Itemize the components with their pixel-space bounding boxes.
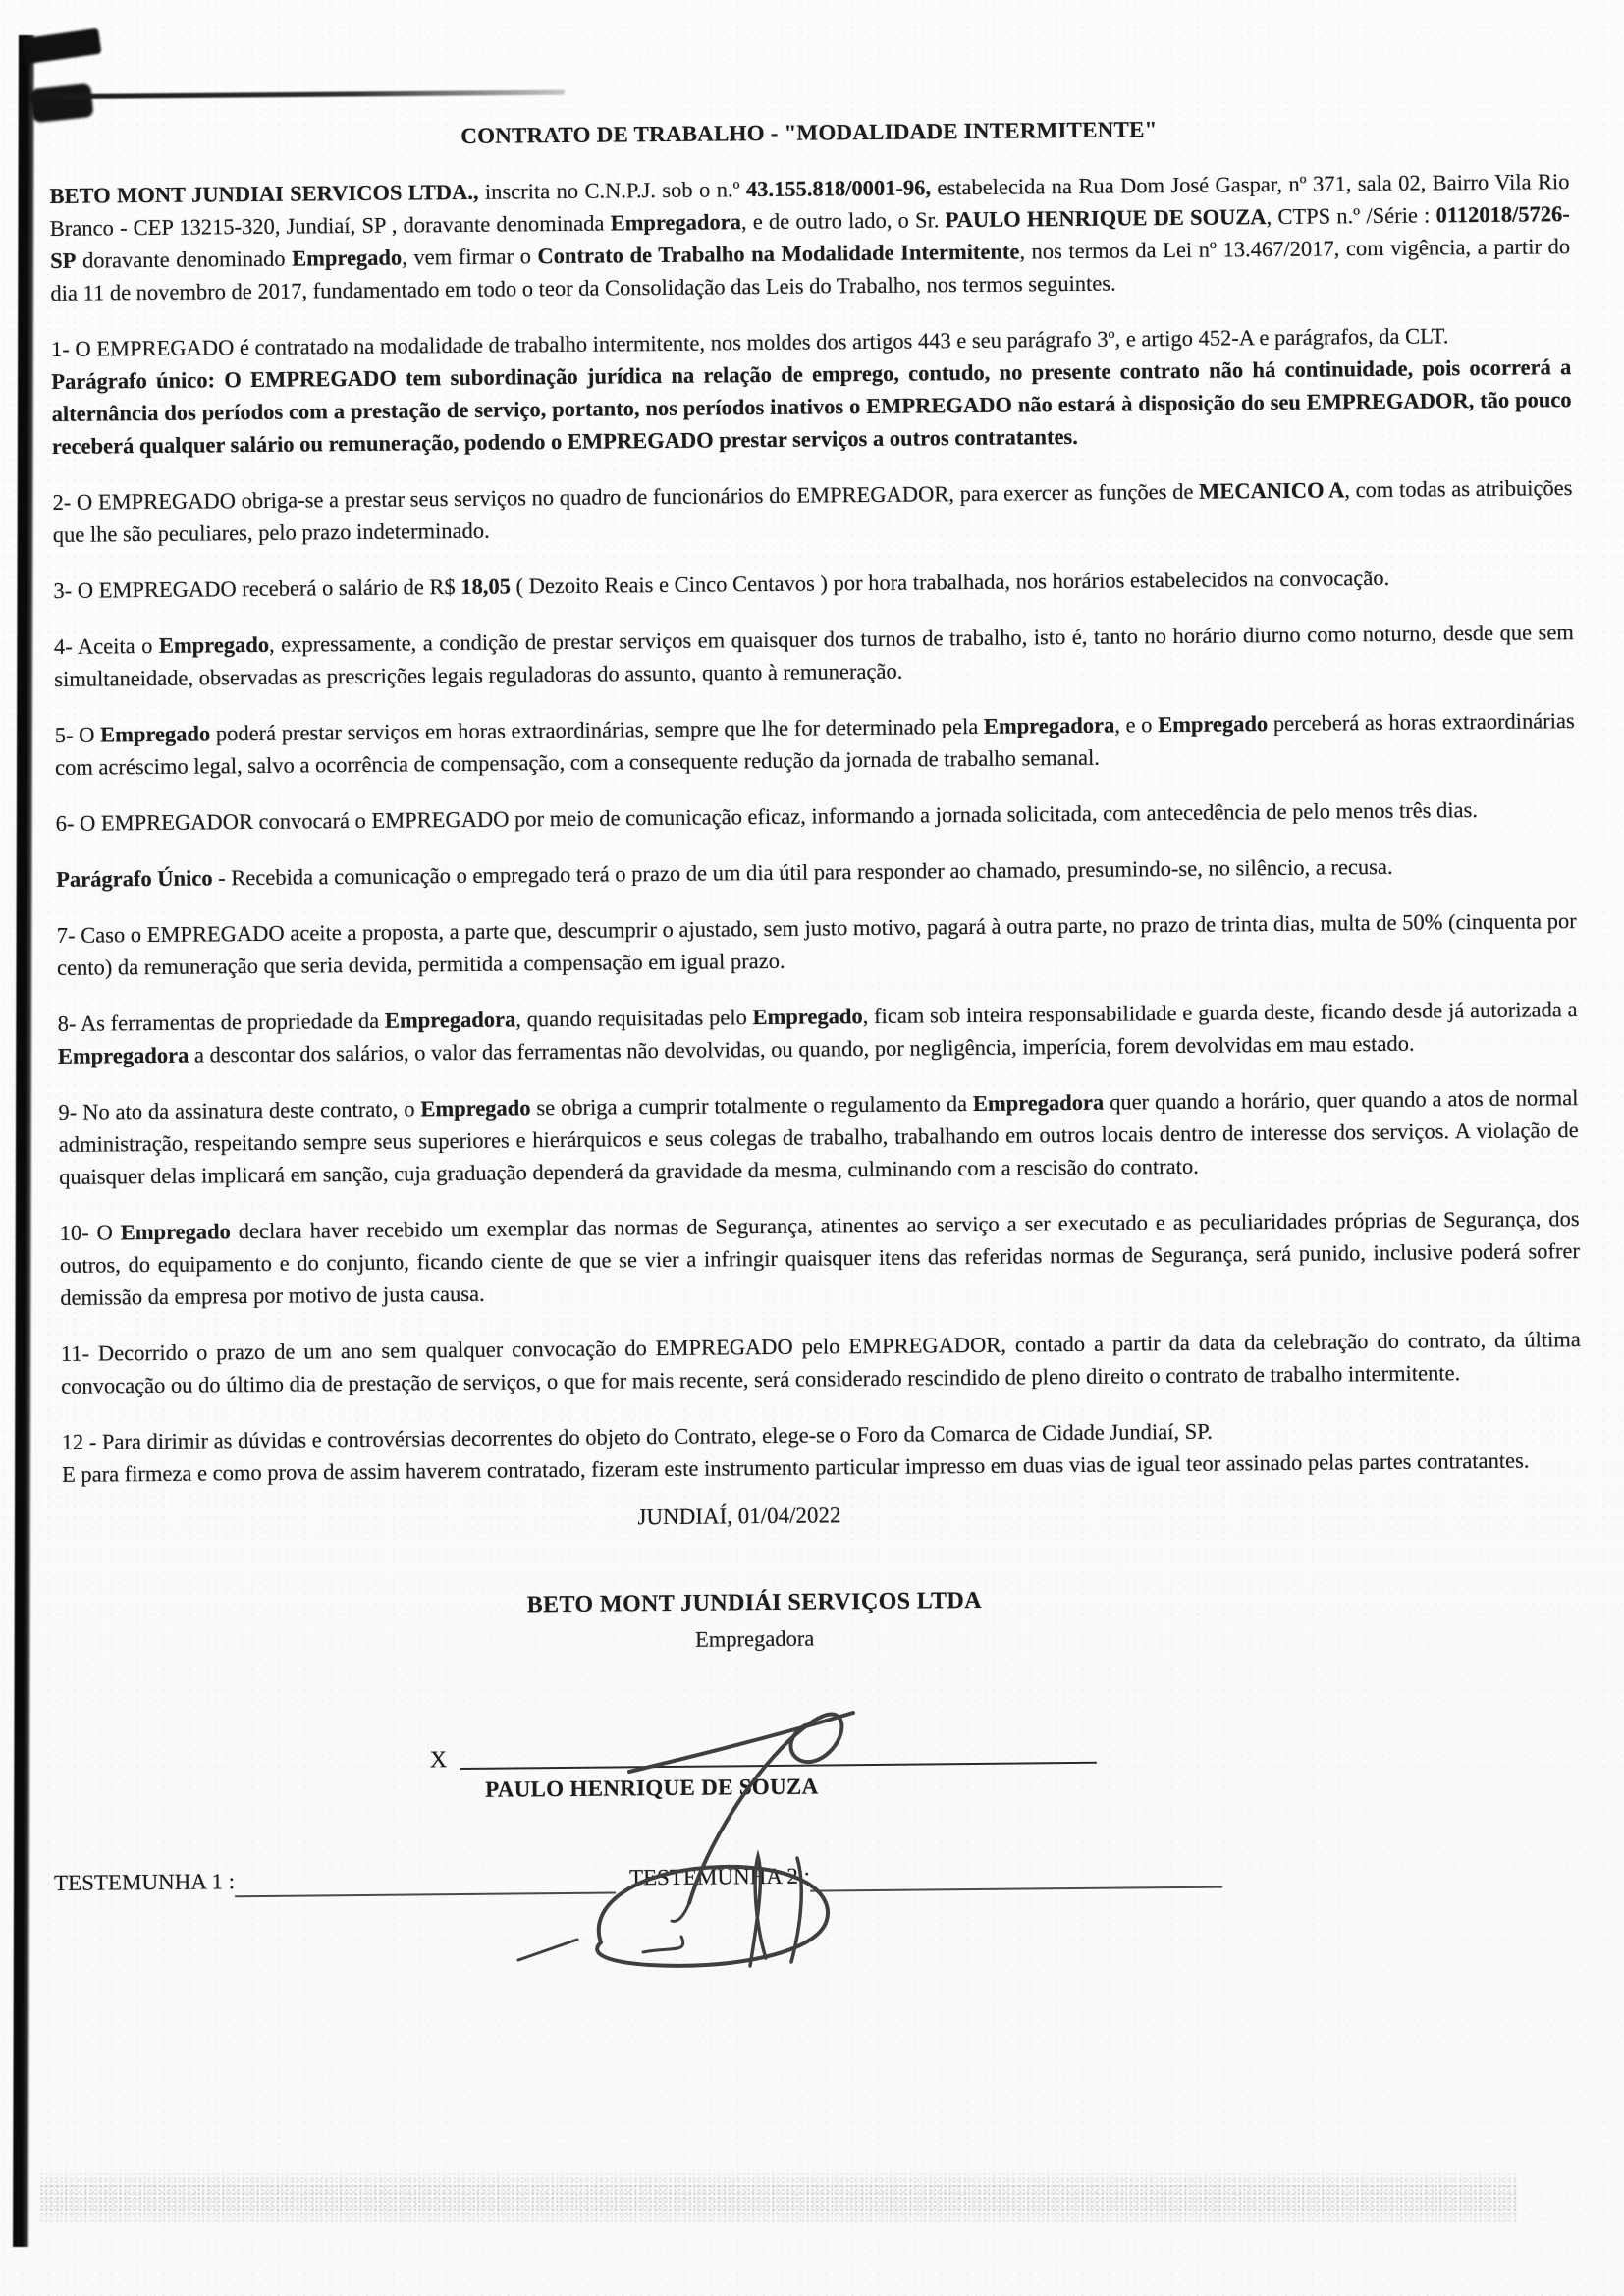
closing-statement: E para firmeza e como prova de assim haverem contratado, fizeram este instrumento particular impresso em duas vias de igual teor assinado pelas partes contratantes.: [61, 1448, 1530, 1487]
witness1-label: TESTEMUNHA 1 :: [53, 1869, 236, 1896]
contract-clauses: [49, 165, 1582, 1491]
clause-4: 4- Aceita o Empregado, expressamente, a condição de prestar serviços em quaisquer dos turnos de trabalho, isto é, tanto no horário diurno como noturno, desde que sem simultaneidade, observadas as prescrições legais reguladoras do assunto, quanto à remuneração.: [53, 620, 1574, 691]
signature-section: [53, 1492, 1586, 1899]
company-signature-name: BETO MONT JUNDIÁI SERVIÇOS LTDA: [526, 1587, 983, 1618]
clause-9: 9- No ato da assinatura deste contrato, o Empregado se obriga a cumprir totalmente o regulamento da Empregadora quer quando a horário, quer quando a atos de normal administração, respeitando sempre seus superiores e hierárquicos e seus colegas de trabalho, trabalhando em outros locais dentro de interesse dos serviços. A violação de quaisquer delas implicará em sanção, cuja graduação dependerá da gravidade da mesma, culminando com a rescisão do contrato.: [58, 1085, 1579, 1189]
clause-7: 7- Caso o EMPREGADO aceite a proposta, a parte que, descumprir o ajustado, sem justo motivo, pagará à outra parte, no prazo de trinta dias, multa de 50% (cinquenta por cento) da remuneração que seria devida, permitida a compensação em igual prazo.: [56, 908, 1577, 980]
clause-6-paragrafo-unico: Parágrafo Único - Recebida a comunicação o empregado terá o prazo de um dia útil para responder ao chamado, presumindo-se, no silêncio, a recusa.: [56, 853, 1393, 892]
scan-top-streak-artifact: [29, 90, 565, 100]
contract-document: [49, 109, 1586, 1899]
clause-5: 5- O Empregado poderá prestar serviços em horas extraordinárias, sempre que lhe for determinado pela Empregadora, e o Empregado perceberá as horas extraordinárias com acréscimo legal, salvo a ocorrência de compensação, com a consequente redução da jornada de trabalho semanal.: [54, 708, 1575, 780]
clause-10: 10- O Empregado declara haver recebido um exemplar das normas de Segurança, atinentes ao serviço a ser executado e as peculiaridades próprias de Segurança, dos outros, do equipamento e do conjunto, ficando ciente de que se vier a infringir quaisquer itens das referidas normas de Segurança, será punido, inclusive poderá sofrer demissão da empresa por motivo de justa causa.: [59, 1206, 1581, 1310]
employee-signature-name: PAULO HENRIQUE DE SOUZA: [485, 1774, 819, 1802]
scan-bottom-noise-band: [39, 2168, 1517, 2227]
document-title: CONTRATO DE TRABALHO - "MODALIDADE INTERMITENTE": [460, 117, 1158, 148]
place-and-date: JUNDIAÍ, 01/04/2022: [637, 1503, 841, 1530]
witness2-signature-line: [810, 1869, 1222, 1892]
witness1-signature-line: [235, 1875, 616, 1898]
clause-6: 6- O EMPREGADOR convocará o EMPREGADO por meio de comunicação eficaz, informando a jornada solicitada, com antecedência de pelo menos três dias.: [55, 797, 1479, 836]
clause-12: 12 - Para dirimir as dúvidas e controvérsias decorrentes do objeto do Contrato, elege-se o Foro da Comarca de Cidade Jundiaí, SP.: [61, 1418, 1213, 1454]
clause-3: 3- O EMPREGADO receberá o salário de R$ 18,05 ( Dezoito Reais e Cinco Centavos ) por hora trabalhada, nos horários estabelecidos na convocação.: [53, 565, 1390, 603]
scan-edge-artifact-left: [13, 35, 35, 2247]
employee-signature-line: [460, 1742, 1097, 1770]
scan-top-blob-artifact: [29, 83, 93, 123]
clause-1-paragrafo-unico: Parágrafo único: O EMPREGADO tem subordinação jurídica na relação de emprego, contudo, no presente contrato não há continuidade, pois ocorrerá a alternância dos períodos com a prestação de serviço, portanto, nos períodos inativos o EMPREGADO não estará à disposição do seu EMPREGADOR, tão pouco receberá qualquer salário ou remuneração, podendo o EMPREGADO prestar serviços a outros contratantes.: [51, 355, 1572, 459]
clause-11: 11- Decorrido o prazo de um ano sem qualquer convocação do EMPREGADO pelo EMPREGADOR, contado a partir da data da celebração do contrato, da última convocação ou do último dia de prestação de serviços, o que for mais recente, será considerado rescindido de pleno direito o contrato de trabalho intermitente.: [60, 1327, 1581, 1398]
scan-corner-artifact: [23, 28, 102, 65]
clause-8: 8- As ferramentas de propriedade da Empregadora, quando requisitadas pelo Empregado, ficam sob inteira responsabilidade e guarda deste, ficando desde já autorizada a Empregadora a descontar dos salários, o valor das ferramentas não devolvidas, ou quando, por negligência, imperícia, forem devolvidas em mau estado.: [57, 997, 1578, 1068]
witness-row: [54, 1852, 1586, 1899]
x-mark: X: [429, 1747, 448, 1774]
witness2-label: TESTEMUNHA 2 :: [628, 1863, 811, 1890]
intro-paragraph: BETO MONT JUNDIAI SERVICOS LTDA., inscrita no C.N.P.J. sob o n.º 43.155.818/0001-96, estabelecida na Rua Dom José Gaspar, nº 371, sala 02, Bairro Vila Rio Branco - CEP 13215-320, Jundiaí, SP , doravante denominada Empregadora, e de outro lado, o Sr. PAULO HENRIQUE DE SOUZA, CTPS n.º /Série : 0112018/5726-SP doravante denominado Empregado, vem firmar o Contrato de Trabalho na Modalidade Intermitente, nos termos da Lei nº 13.467/2017, com vigência, a partir do dia 11 de novembro de 2017, fundamentado em todo o teor da Consolidação das Leis do Trabalho, nos termos seguintes.: [49, 169, 1571, 305]
clause-1: 1- O EMPREGADO é contratado na modalidade de trabalho intermitente, nos moldes dos artigos 443 e seu parágrafo 3º, e artigo 452-A e parágrafos, da CLT.: [50, 323, 1449, 361]
clause-2: 2- O EMPREGADO obriga-se a prestar seus serviços no quadro de funcionários do EMPREGADOR, para exercer as funções de MECANICO A, com todas as atribuições que lhe são peculiares, pelo prazo indeterminado.: [52, 475, 1573, 547]
company-signature-role: Empregadora: [694, 1625, 815, 1652]
